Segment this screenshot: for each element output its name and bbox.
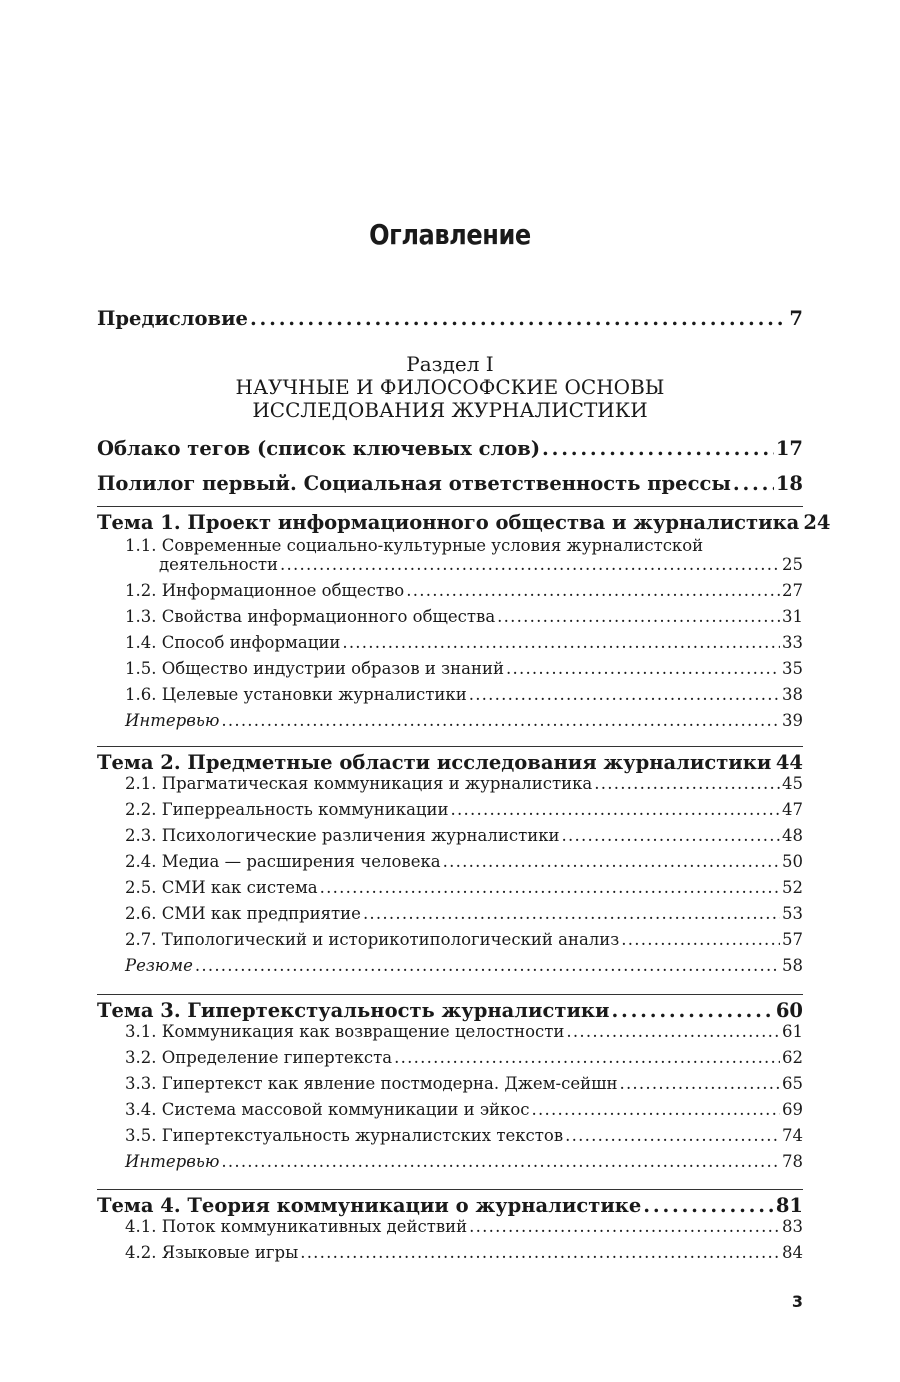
toc-page: 27 [782, 581, 803, 600]
toc-topic-heading[interactable] [97, 751, 803, 774]
toc-page: 39 [782, 711, 803, 730]
toc-item[interactable] [97, 1022, 803, 1048]
dot-leader [394, 1048, 780, 1067]
section-label: Раздел I [406, 352, 494, 376]
toc-label: 3.1. Коммуникация как возвращение целостности [125, 1022, 565, 1041]
toc-label: 2.5. СМИ как система [125, 878, 318, 897]
dot-leader [532, 1100, 780, 1119]
toc-page: 17 [775, 437, 803, 460]
toc-item[interactable] [97, 852, 803, 878]
dot-leader [451, 800, 780, 819]
toc-page: 69 [782, 1100, 803, 1119]
toc-item[interactable] [97, 800, 803, 826]
dot-leader [565, 1126, 780, 1145]
toc-item[interactable] [97, 930, 803, 956]
toc-item[interactable] [97, 826, 803, 852]
toc-label: деятельности [159, 555, 278, 574]
toc-label: 2.7. Типологический и историкотипологический анализ [125, 930, 620, 949]
toc-item[interactable] [97, 904, 803, 930]
toc-topic-heading[interactable] [97, 1194, 803, 1217]
toc-page: 24 [803, 511, 831, 534]
dot-leader [363, 904, 780, 923]
toc-page: 48 [782, 826, 803, 845]
toc-label: Тема 3. Гипертекстуальность журналистики [97, 999, 610, 1022]
toc-topic-4 [97, 1189, 803, 1269]
toc-page: 84 [782, 1243, 803, 1262]
dot-leader [542, 437, 774, 460]
toc-label: 3.3. Гипертекст как явление постмодерна. Джем-сейшн [125, 1074, 618, 1093]
toc-label: 1.5. Общество индустрии образов и знаний [125, 659, 504, 678]
toc-item[interactable] [97, 581, 803, 607]
toc-label: 4.1. Поток коммуникативных действий [125, 1217, 468, 1236]
dot-leader [250, 307, 787, 330]
dot-leader [469, 685, 780, 704]
toc-item[interactable] [97, 878, 803, 904]
toc-page: 74 [782, 1126, 803, 1145]
dot-leader [611, 999, 773, 1022]
divider [97, 994, 803, 995]
toc-page: 81 [775, 1194, 803, 1217]
toc-topic-heading[interactable] [97, 511, 831, 534]
dot-leader [506, 659, 780, 678]
toc-page: 45 [782, 774, 803, 793]
toc-label: Предисловие [97, 307, 248, 330]
toc-preface[interactable] [97, 307, 803, 330]
toc-topic-2 [97, 746, 803, 982]
toc-item-1-1-line1[interactable]: 1.1. Современные социально-культурные условия журналистской [125, 536, 704, 555]
dot-leader [619, 1074, 780, 1093]
dot-leader [280, 555, 780, 574]
toc-label: 2.4. Медиа — расширения человека [125, 852, 441, 871]
toc-page: 62 [782, 1048, 803, 1067]
section-title-line1: НАУЧНЫЕ И ФИЛОСОФСКИЕ ОСНОВЫ [235, 375, 665, 399]
toc-page: 25 [782, 555, 803, 574]
toc-page: 38 [782, 685, 803, 704]
toc-page: 31 [782, 607, 803, 626]
dot-leader [621, 930, 780, 949]
toc-item[interactable] [97, 633, 803, 659]
toc-item-summary[interactable] [97, 956, 803, 982]
toc-item[interactable] [97, 1217, 803, 1243]
toc-item[interactable] [97, 774, 803, 800]
toc-page: 44 [775, 751, 803, 774]
toc-page: 18 [775, 472, 803, 495]
toc-label: 3.4. Система массовой коммуникации и эйкос [125, 1100, 530, 1119]
dot-leader [773, 751, 774, 774]
toc-label: 2.6. СМИ как предприятие [125, 904, 361, 923]
toc-label: Тема 4. Теория коммуникации о журналистике [97, 1194, 642, 1217]
toc-item[interactable] [97, 1074, 803, 1100]
page-number: 3 [791, 1292, 803, 1311]
dot-leader [594, 774, 780, 793]
dot-leader [566, 1022, 780, 1041]
toc-page: 7 [789, 307, 803, 330]
toc-label: Резюме [125, 956, 193, 975]
toc-page: 60 [775, 999, 803, 1022]
toc-label: Интервью [125, 711, 220, 730]
toc-label: Облако тегов (список ключевых слов) [97, 437, 541, 460]
dot-leader [643, 1194, 774, 1217]
toc-topic-1 [97, 506, 831, 737]
toc-item[interactable] [97, 607, 803, 633]
toc-label: 3.5. Гипертекстуальность журналистских текстов [125, 1126, 564, 1145]
dot-leader [406, 581, 780, 600]
section-heading [0, 352, 900, 422]
dot-leader [497, 607, 780, 626]
dot-leader [469, 1217, 780, 1236]
toc-topic-heading[interactable] [97, 999, 803, 1022]
toc-label: Интервью [125, 1152, 220, 1171]
toc-page: 52 [782, 878, 803, 897]
toc-item[interactable] [97, 1048, 803, 1074]
toc-page: 33 [782, 633, 803, 652]
toc-label: 3.2. Определение гипертекста [125, 1048, 393, 1067]
toc-label: 2.1. Прагматическая коммуникация и журналистика [125, 774, 593, 793]
toc-label: 1.2. Информационное общество [125, 581, 405, 600]
toc-item-interview[interactable] [97, 1152, 803, 1178]
divider [97, 506, 803, 507]
toc-page: 78 [782, 1152, 803, 1171]
toc-page: 35 [782, 659, 803, 678]
toc-label: 2.2. Гиперреальность коммуникации [125, 800, 449, 819]
toc-page: 83 [782, 1217, 803, 1236]
page-title: Оглавление [369, 218, 531, 251]
toc-page: 61 [782, 1022, 803, 1041]
toc-page: 57 [782, 930, 803, 949]
toc-page: 58 [782, 956, 803, 975]
dot-leader [300, 1243, 780, 1262]
toc-label: 2.3. Психологические различения журналистики [125, 826, 560, 845]
toc-item-interview[interactable] [97, 711, 803, 737]
toc-page: 65 [782, 1074, 803, 1093]
dot-leader [562, 826, 780, 845]
toc-label: 4.2. Языковые игры [125, 1243, 299, 1262]
toc-label: Полилог первый. Социальная ответственность прессы [97, 472, 731, 495]
dot-leader [195, 956, 780, 975]
toc-item[interactable] [97, 1126, 803, 1152]
toc-label: 1.3. Свойства информационного общества [125, 607, 496, 626]
dot-leader [443, 852, 780, 871]
toc-label: Тема 2. Предметные области исследования журналистики [97, 751, 772, 774]
toc-page: 50 [782, 852, 803, 871]
toc-item[interactable] [97, 1100, 803, 1126]
toc-polylog[interactable] [97, 472, 803, 495]
section-title-line2: ИССЛЕДОВАНИЯ ЖУРНАЛИСТИКИ [252, 398, 648, 422]
dot-leader [320, 878, 780, 897]
dot-leader [221, 711, 780, 730]
toc-page: 47 [782, 800, 803, 819]
divider [97, 746, 803, 747]
toc-topic-3 [97, 994, 803, 1178]
toc-tags[interactable] [97, 437, 803, 460]
toc-page: 53 [782, 904, 803, 923]
toc-item[interactable] [97, 659, 803, 685]
dot-leader [221, 1152, 780, 1171]
dot-leader [342, 633, 780, 652]
dot-leader [733, 472, 774, 495]
toc-item-1-1[interactable] [97, 555, 803, 581]
toc-label: 1.6. Целевые установки журналистики [125, 685, 467, 704]
toc-label: Тема 1. Проект информационного общества и журналистика [97, 511, 800, 534]
toc-label: 1.4. Способ информации [125, 633, 341, 652]
toc-item[interactable] [97, 685, 803, 711]
toc-item[interactable] [97, 1243, 803, 1269]
divider [97, 1189, 803, 1190]
